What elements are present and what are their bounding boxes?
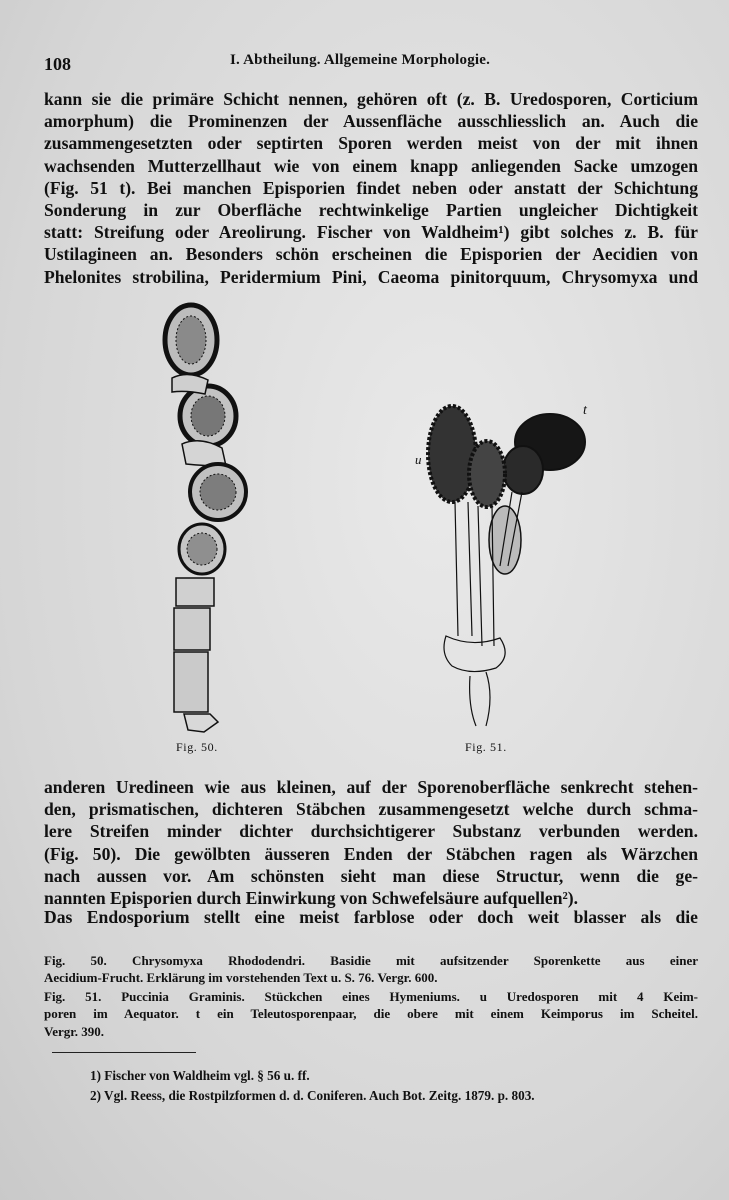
teleutospore-lower <box>503 446 543 494</box>
uredospore-2 <box>469 441 505 507</box>
marker-u: u <box>415 452 422 467</box>
cell-6 <box>174 608 210 650</box>
text-line: statt: Streifung oder Areolirung. Fischer von Waldheim¹) gibt solches z. B. für <box>44 222 698 243</box>
caption-line: poren im Aequator. t ein Teleutosporenpaar, die obere mit einem Keimporus im Scheitel. <box>44 1006 698 1022</box>
text-line: Sonderung in zur Oberfläche rechtwinkelige Partien ungleicher Dichtigkeit <box>44 200 698 221</box>
fig51-hymenium <box>415 403 588 726</box>
text-line: kann sie die primäre Schicht nennen, gehören oft (z. B. Uredosporen, Corticium <box>44 89 698 109</box>
paragraph-endosporium <box>44 906 698 928</box>
text-line: zusammengesetzten oder septirten Sporen werden meist von der mit ihnen <box>44 133 698 154</box>
footnotes <box>90 1066 535 1106</box>
cell-7 <box>174 652 208 712</box>
text-line: anderen Uredineen wie aus kleinen, auf der Sporenoberfläche senkrecht stehen- <box>44 777 698 797</box>
marker-t: t <box>583 403 587 418</box>
footnote-divider <box>52 1052 196 1053</box>
text-line: amorphum) die Prominenzen der Aussenfläche ausschliesslich an. Auch die <box>44 111 698 132</box>
fig50-spore-chain <box>165 305 246 732</box>
intercalary-cell <box>172 374 208 394</box>
text-line: nach aussen vor. Am schönsten sieht man diese Structur, wenn die ge- <box>44 865 698 886</box>
text-line: (Fig. 50). Die gewölbten äusseren Enden der Stäbchen ragen als Wärzchen <box>44 843 698 864</box>
fig50-label: Fig. 50. <box>176 740 218 754</box>
figure-area <box>0 296 729 766</box>
young-spore <box>489 506 521 574</box>
caption-line: Fig. 50. Chrysomyxa Rhododendri. Basidie mit aufsitzender Sporenkette aus einer <box>44 953 698 968</box>
uredospore-1 <box>428 406 476 502</box>
text-line: (Fig. 51 t). Bei manchen Episporien findet neben oder anstatt der Schichtung <box>44 177 698 198</box>
basidium-base <box>184 714 218 732</box>
text-line: wachsenden Mutterzellhaut wie von einem knapp anliegenden Sacke umzogen <box>44 155 698 176</box>
footnote-2: 2) Vgl. Reess, die Rostpilzformen d. d. Coniferen. Auch Bot. Zeitg. 1879. p. 803. <box>90 1088 535 1103</box>
caption-fig50 <box>44 952 698 987</box>
text-line: Ustilagineen an. Besonders schön erscheinen die Episporien der Aecidien von <box>44 244 698 265</box>
text-line: lere Streifen minder dichter durchsichtigerer Substanz verbunden werden. <box>44 821 698 842</box>
spore-4 <box>179 524 225 574</box>
footnote-1: 1) Fischer von Waldheim vgl. § 56 u. ff. <box>90 1068 310 1083</box>
caption-fig51 <box>44 988 698 1040</box>
fig51-label: Fig. 51. <box>465 740 507 754</box>
text-line: den, prismatischen, dichteren Stäbchen zusammengesetzt welche durch schma- <box>44 799 698 820</box>
text-line: Phelonites strobilina, Peridermium Pini, Caeoma pinitorquum, Chrysomyxa und <box>44 266 698 287</box>
running-title: I. Abtheilung. Allgemeine Morphologie. <box>230 52 491 68</box>
spore-1 <box>165 305 217 375</box>
caption-line: Fig. 51. Puccinia Graminis. Stückchen eines Hymeniums. u Uredosporen mit 4 Keim- <box>44 989 698 1004</box>
page-number: 108 <box>44 54 71 74</box>
caption-line: Vergr. 390. <box>44 1023 105 1039</box>
cell-5 <box>176 578 214 606</box>
paragraph-episporium <box>44 88 698 288</box>
running-header <box>44 50 694 74</box>
caption-line: Aecidium-Frucht. Erklärung im vorstehenden Text u. S. 76. Vergr. 600. <box>44 970 438 986</box>
hyphae <box>444 636 505 726</box>
text-line: nannten Episporien durch Einwirkung von Schwefelsäure aufquellen²). <box>44 888 579 909</box>
text-line: Das Endosporium stellt eine meist farblose oder doch weit blasser als die <box>44 907 698 927</box>
spore-3 <box>190 464 246 520</box>
paragraph-uredineen <box>44 776 698 909</box>
figure-illustrations <box>0 296 729 766</box>
spore-2 <box>180 386 236 446</box>
